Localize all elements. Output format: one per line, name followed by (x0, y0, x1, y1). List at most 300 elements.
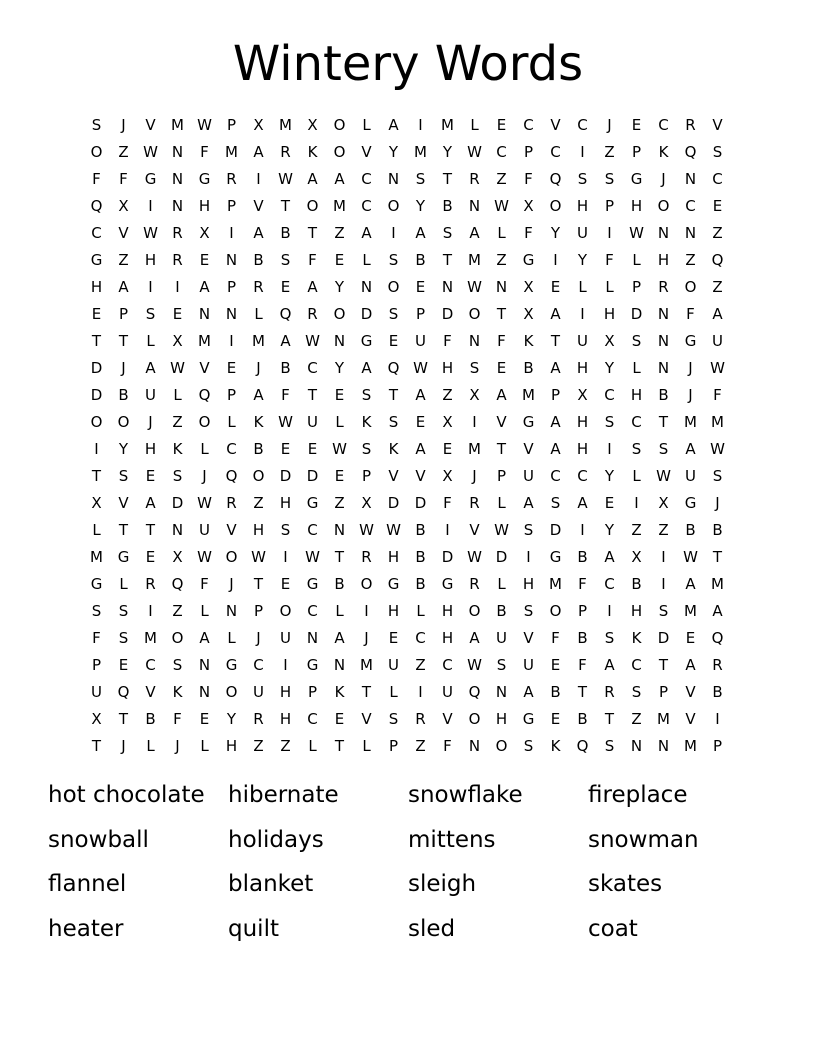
grid-letter[interactable]: S (604, 629, 615, 647)
grid-letter[interactable]: B (280, 359, 291, 377)
grid-letter[interactable]: X (172, 332, 183, 350)
grid-letter[interactable]: J (364, 629, 369, 647)
grid-letter[interactable]: P (361, 467, 372, 485)
grid-letter[interactable]: C (577, 116, 588, 134)
grid-letter[interactable]: U (280, 629, 291, 647)
grid-letter[interactable]: J (256, 629, 261, 647)
grid-letter[interactable]: L (497, 575, 506, 593)
grid-letter[interactable]: N (468, 332, 481, 350)
grid-letter[interactable]: C (685, 197, 696, 215)
grid-letter[interactable]: G (306, 656, 319, 674)
grid-letter[interactable]: O (171, 629, 184, 647)
grid-letter[interactable]: O (225, 548, 238, 566)
grid-letter[interactable]: R (172, 251, 183, 269)
grid-letter[interactable]: B (415, 548, 426, 566)
grid-letter[interactable]: T (118, 521, 129, 539)
grid-letter[interactable]: A (604, 548, 615, 566)
grid-letter[interactable]: E (550, 710, 561, 728)
grid-letter[interactable]: L (308, 737, 317, 755)
grid-letter[interactable]: P (91, 656, 102, 674)
grid-letter[interactable]: T (658, 656, 669, 674)
grid-letter[interactable]: M (522, 386, 535, 404)
grid-letter[interactable]: C (361, 197, 372, 215)
grid-letter[interactable]: K (172, 440, 183, 458)
grid-letter[interactable]: C (145, 656, 156, 674)
grid-letter[interactable]: W (467, 278, 482, 296)
grid-letter[interactable]: E (280, 440, 291, 458)
grid-letter[interactable]: Z (172, 413, 183, 431)
grid-letter[interactable]: C (631, 413, 642, 431)
grid-letter[interactable]: E (199, 251, 210, 269)
grid-letter[interactable]: Q (576, 737, 589, 755)
grid-letter[interactable]: P (577, 602, 588, 620)
grid-letter[interactable]: P (496, 467, 507, 485)
grid-letter[interactable]: N (387, 170, 400, 188)
grid-letter[interactable]: L (497, 494, 506, 512)
grid-letter[interactable]: T (712, 548, 723, 566)
grid-letter[interactable]: Q (90, 197, 103, 215)
grid-letter[interactable]: A (361, 359, 372, 377)
grid-letter[interactable]: M (360, 656, 373, 674)
grid-letter[interactable]: W (197, 494, 212, 512)
grid-letter[interactable]: D (279, 467, 292, 485)
grid-letter[interactable]: V (118, 224, 129, 242)
grid-letter[interactable]: S (604, 737, 615, 755)
grid-letter[interactable]: L (119, 575, 128, 593)
grid-letter[interactable]: S (172, 656, 183, 674)
grid-letter[interactable]: C (712, 170, 723, 188)
grid-letter[interactable]: K (172, 683, 183, 701)
grid-letter[interactable]: A (415, 386, 426, 404)
grid-letter[interactable]: V (415, 467, 426, 485)
grid-letter[interactable]: A (685, 575, 696, 593)
grid-letter[interactable]: L (416, 602, 425, 620)
grid-letter[interactable]: F (524, 170, 533, 188)
grid-letter[interactable]: P (658, 683, 669, 701)
grid-letter[interactable]: S (361, 440, 372, 458)
grid-letter[interactable]: H (657, 251, 670, 269)
grid-letter[interactable]: G (225, 656, 238, 674)
grid-letter[interactable]: R (415, 710, 426, 728)
grid-letter[interactable]: A (145, 494, 156, 512)
grid-letter[interactable]: S (604, 413, 615, 431)
grid-letter[interactable]: X (307, 116, 318, 134)
grid-letter[interactable]: A (415, 224, 426, 242)
grid-letter[interactable]: H (252, 521, 265, 539)
grid-letter[interactable]: K (523, 332, 534, 350)
grid-letter[interactable]: T (145, 521, 156, 539)
grid-letter[interactable]: L (335, 602, 344, 620)
grid-letter[interactable]: E (334, 710, 345, 728)
grid-letter[interactable]: N (171, 143, 184, 161)
grid-letter[interactable]: R (685, 116, 696, 134)
grid-letter[interactable]: L (200, 440, 209, 458)
grid-letter[interactable]: P (253, 602, 264, 620)
grid-letter[interactable]: F (524, 224, 533, 242)
grid-letter[interactable]: A (550, 440, 561, 458)
grid-letter[interactable]: C (658, 116, 669, 134)
grid-letter[interactable]: T (334, 737, 345, 755)
grid-letter[interactable]: A (523, 683, 534, 701)
grid-letter[interactable]: Z (415, 656, 426, 674)
grid-letter[interactable]: S (604, 170, 615, 188)
grid-letter[interactable]: I (229, 332, 234, 350)
grid-letter[interactable]: P (712, 737, 723, 755)
grid-letter[interactable]: Z (631, 521, 642, 539)
grid-letter[interactable]: R (361, 548, 372, 566)
grid-letter[interactable]: A (334, 629, 345, 647)
grid-letter[interactable]: N (333, 332, 346, 350)
grid-letter[interactable]: H (279, 710, 292, 728)
grid-letter[interactable]: S (118, 602, 129, 620)
grid-letter[interactable]: U (442, 683, 453, 701)
grid-letter[interactable]: M (711, 575, 724, 593)
grid-letter[interactable]: S (280, 521, 291, 539)
grid-letter[interactable]: H (576, 440, 589, 458)
grid-letter[interactable]: I (661, 575, 666, 593)
grid-letter[interactable]: I (418, 683, 423, 701)
grid-letter[interactable]: X (118, 197, 129, 215)
grid-letter[interactable]: L (200, 602, 209, 620)
grid-letter[interactable]: W (467, 656, 482, 674)
grid-letter[interactable]: F (200, 575, 209, 593)
grid-letter[interactable]: Q (711, 251, 724, 269)
grid-letter[interactable]: Z (334, 224, 345, 242)
grid-letter[interactable]: E (334, 386, 345, 404)
grid-letter[interactable]: E (685, 629, 696, 647)
grid-letter[interactable]: G (306, 575, 319, 593)
grid-letter[interactable]: P (631, 143, 642, 161)
grid-letter[interactable]: C (577, 467, 588, 485)
grid-letter[interactable]: T (280, 197, 291, 215)
grid-letter[interactable]: N (198, 683, 211, 701)
grid-letter[interactable]: H (90, 278, 103, 296)
grid-letter[interactable]: T (550, 332, 561, 350)
grid-letter[interactable]: Y (415, 197, 426, 215)
grid-letter[interactable]: Z (496, 251, 507, 269)
grid-letter[interactable]: E (604, 494, 615, 512)
grid-letter[interactable]: X (523, 197, 534, 215)
grid-letter[interactable]: M (333, 197, 346, 215)
grid-letter[interactable]: W (278, 413, 293, 431)
grid-letter[interactable]: P (226, 278, 237, 296)
grid-letter[interactable]: L (632, 359, 641, 377)
grid-letter[interactable]: D (171, 494, 184, 512)
grid-letter[interactable]: I (526, 548, 531, 566)
grid-letter[interactable]: I (634, 494, 639, 512)
grid-letter[interactable]: A (550, 413, 561, 431)
grid-letter[interactable]: B (280, 224, 291, 242)
grid-letter[interactable]: S (442, 224, 453, 242)
grid-letter[interactable]: X (577, 386, 588, 404)
grid-letter[interactable]: S (712, 143, 723, 161)
grid-letter[interactable]: Z (712, 224, 723, 242)
grid-letter[interactable]: S (496, 656, 507, 674)
grid-letter[interactable]: I (715, 710, 720, 728)
grid-letter[interactable]: J (121, 116, 126, 134)
grid-letter[interactable]: E (199, 710, 210, 728)
grid-letter[interactable]: U (523, 656, 534, 674)
grid-letter[interactable]: T (307, 386, 318, 404)
grid-letter[interactable]: T (91, 332, 102, 350)
grid-letter[interactable]: L (362, 251, 371, 269)
grid-letter[interactable]: E (91, 305, 102, 323)
grid-letter[interactable]: V (145, 683, 156, 701)
grid-letter[interactable]: J (472, 467, 477, 485)
grid-letter[interactable]: E (550, 656, 561, 674)
grid-letter[interactable]: Z (118, 251, 129, 269)
grid-letter[interactable]: I (148, 602, 153, 620)
grid-letter[interactable]: D (90, 386, 103, 404)
grid-letter[interactable]: Q (549, 170, 562, 188)
grid-letter[interactable]: O (225, 683, 238, 701)
grid-letter[interactable]: Q (279, 305, 292, 323)
grid-letter[interactable]: A (685, 440, 696, 458)
grid-letter[interactable]: U (307, 413, 318, 431)
grid-letter[interactable]: F (686, 305, 695, 323)
grid-letter[interactable]: V (361, 143, 372, 161)
grid-letter[interactable]: N (198, 305, 211, 323)
grid-letter[interactable]: N (468, 197, 481, 215)
grid-letter[interactable]: J (256, 359, 261, 377)
grid-letter[interactable]: I (580, 305, 585, 323)
grid-letter[interactable]: V (712, 116, 723, 134)
grid-letter[interactable]: S (631, 440, 642, 458)
grid-letter[interactable]: H (441, 602, 454, 620)
grid-letter[interactable]: V (685, 683, 696, 701)
grid-letter[interactable]: E (388, 332, 399, 350)
grid-letter[interactable]: G (117, 548, 130, 566)
grid-letter[interactable]: M (225, 143, 238, 161)
grid-letter[interactable]: N (171, 197, 184, 215)
grid-letter[interactable]: H (198, 197, 211, 215)
grid-letter[interactable]: U (577, 224, 588, 242)
grid-letter[interactable]: A (415, 440, 426, 458)
grid-letter[interactable]: T (658, 413, 669, 431)
grid-letter[interactable]: A (145, 359, 156, 377)
grid-letter[interactable]: W (197, 116, 212, 134)
grid-letter[interactable]: X (361, 494, 372, 512)
grid-letter[interactable]: O (549, 602, 562, 620)
grid-letter[interactable]: K (361, 413, 372, 431)
grid-letter[interactable]: B (145, 710, 156, 728)
grid-letter[interactable]: Q (198, 386, 211, 404)
grid-letter[interactable]: H (630, 386, 643, 404)
grid-letter[interactable]: E (631, 116, 642, 134)
grid-letter[interactable]: O (468, 710, 481, 728)
grid-letter[interactable]: H (441, 629, 454, 647)
grid-letter[interactable]: W (143, 224, 158, 242)
grid-letter[interactable]: K (334, 683, 345, 701)
grid-letter[interactable]: N (333, 656, 346, 674)
grid-letter[interactable]: B (253, 440, 264, 458)
grid-letter[interactable]: B (712, 683, 723, 701)
grid-letter[interactable]: I (283, 548, 288, 566)
grid-letter[interactable]: R (307, 305, 318, 323)
grid-letter[interactable]: P (550, 386, 561, 404)
grid-letter[interactable]: W (467, 143, 482, 161)
grid-letter[interactable]: T (442, 170, 453, 188)
grid-letter[interactable]: S (145, 305, 156, 323)
grid-letter[interactable]: O (198, 413, 211, 431)
grid-letter[interactable]: N (171, 521, 184, 539)
grid-letter[interactable]: U (712, 332, 723, 350)
grid-letter[interactable]: X (658, 494, 669, 512)
grid-letter[interactable]: B (415, 251, 426, 269)
grid-letter[interactable]: D (630, 305, 643, 323)
grid-letter[interactable]: F (443, 494, 452, 512)
grid-letter[interactable]: U (91, 683, 102, 701)
grid-letter[interactable]: T (496, 440, 507, 458)
grid-letter[interactable]: R (658, 278, 669, 296)
grid-letter[interactable]: J (148, 413, 153, 431)
grid-letter[interactable]: I (472, 413, 477, 431)
grid-letter[interactable]: N (657, 224, 670, 242)
grid-letter[interactable]: E (550, 278, 561, 296)
grid-letter[interactable]: M (414, 143, 427, 161)
grid-letter[interactable]: I (580, 143, 585, 161)
grid-letter[interactable]: O (360, 575, 373, 593)
grid-letter[interactable]: W (710, 440, 725, 458)
grid-letter[interactable]: B (577, 629, 588, 647)
grid-letter[interactable]: S (361, 386, 372, 404)
grid-letter[interactable]: A (604, 656, 615, 674)
grid-letter[interactable]: D (306, 467, 319, 485)
grid-letter[interactable]: C (442, 656, 453, 674)
grid-letter[interactable]: V (469, 521, 480, 539)
grid-letter[interactable]: J (688, 386, 693, 404)
grid-letter[interactable]: X (523, 278, 534, 296)
grid-letter[interactable]: W (251, 548, 266, 566)
grid-letter[interactable]: D (441, 305, 454, 323)
grid-letter[interactable]: K (631, 629, 642, 647)
grid-letter[interactable]: Q (684, 143, 697, 161)
grid-letter[interactable]: D (657, 629, 670, 647)
grid-letter[interactable]: L (92, 521, 101, 539)
grid-letter[interactable]: N (441, 278, 454, 296)
grid-letter[interactable]: R (469, 575, 480, 593)
grid-letter[interactable]: D (549, 521, 562, 539)
grid-letter[interactable]: W (170, 359, 185, 377)
grid-letter[interactable]: V (496, 413, 507, 431)
grid-letter[interactable]: V (523, 629, 534, 647)
grid-letter[interactable]: F (497, 332, 506, 350)
grid-letter[interactable]: X (172, 548, 183, 566)
grid-letter[interactable]: X (199, 224, 210, 242)
grid-letter[interactable]: G (306, 494, 319, 512)
grid-letter[interactable]: F (281, 386, 290, 404)
grid-letter[interactable]: O (252, 467, 265, 485)
grid-letter[interactable]: U (145, 386, 156, 404)
grid-letter[interactable]: J (607, 116, 612, 134)
grid-letter[interactable]: N (495, 683, 508, 701)
grid-letter[interactable]: O (549, 197, 562, 215)
grid-letter[interactable]: C (550, 143, 561, 161)
grid-letter[interactable]: E (496, 116, 507, 134)
grid-letter[interactable]: A (280, 332, 291, 350)
grid-letter[interactable]: R (253, 710, 264, 728)
grid-letter[interactable]: A (712, 602, 723, 620)
grid-letter[interactable]: H (225, 737, 238, 755)
grid-letter[interactable]: A (712, 305, 723, 323)
grid-letter[interactable]: Y (388, 143, 399, 161)
grid-letter[interactable]: J (229, 575, 234, 593)
grid-letter[interactable]: O (495, 737, 508, 755)
grid-letter[interactable]: X (523, 305, 534, 323)
grid-letter[interactable]: B (658, 386, 669, 404)
grid-letter[interactable]: M (279, 116, 292, 134)
grid-letter[interactable]: Y (604, 521, 615, 539)
grid-letter[interactable]: Z (685, 251, 696, 269)
grid-letter[interactable]: C (604, 386, 615, 404)
grid-letter[interactable]: T (577, 683, 588, 701)
grid-letter[interactable]: I (553, 251, 558, 269)
grid-letter[interactable]: F (200, 143, 209, 161)
grid-letter[interactable]: L (605, 278, 614, 296)
grid-letter[interactable]: A (253, 224, 264, 242)
grid-letter[interactable]: D (495, 548, 508, 566)
grid-letter[interactable]: Z (280, 737, 291, 755)
grid-letter[interactable]: S (658, 602, 669, 620)
grid-letter[interactable]: Z (604, 143, 615, 161)
grid-letter[interactable]: D (414, 494, 427, 512)
grid-letter[interactable]: K (658, 143, 669, 161)
grid-letter[interactable]: N (468, 737, 481, 755)
grid-letter[interactable]: J (715, 494, 720, 512)
grid-letter[interactable]: F (173, 710, 182, 728)
grid-letter[interactable]: M (198, 332, 211, 350)
grid-letter[interactable]: B (712, 521, 723, 539)
grid-letter[interactable]: F (92, 629, 101, 647)
grid-letter[interactable]: V (199, 359, 210, 377)
grid-letter[interactable]: I (256, 170, 261, 188)
grid-letter[interactable]: B (496, 602, 507, 620)
grid-letter[interactable]: X (253, 116, 264, 134)
grid-letter[interactable]: H (279, 494, 292, 512)
grid-letter[interactable]: S (415, 170, 426, 188)
grid-letter[interactable]: C (91, 224, 102, 242)
grid-letter[interactable]: X (469, 386, 480, 404)
grid-letter[interactable]: C (307, 602, 318, 620)
grid-letter[interactable]: C (550, 467, 561, 485)
grid-letter[interactable]: G (522, 251, 535, 269)
grid-letter[interactable]: T (91, 737, 102, 755)
grid-letter[interactable]: N (495, 278, 508, 296)
grid-letter[interactable]: S (523, 737, 534, 755)
grid-letter[interactable]: H (387, 548, 400, 566)
grid-letter[interactable]: Q (225, 467, 238, 485)
grid-letter[interactable]: P (226, 386, 237, 404)
grid-letter[interactable]: A (577, 494, 588, 512)
grid-letter[interactable]: F (578, 575, 587, 593)
grid-letter[interactable]: D (90, 359, 103, 377)
grid-letter[interactable]: E (442, 440, 453, 458)
grid-letter[interactable]: N (684, 224, 697, 242)
grid-letter[interactable]: F (578, 656, 587, 674)
grid-letter[interactable]: I (94, 440, 99, 458)
grid-letter[interactable]: V (523, 440, 534, 458)
grid-letter[interactable]: X (442, 467, 453, 485)
grid-letter[interactable]: S (523, 602, 534, 620)
grid-letter[interactable]: V (145, 116, 156, 134)
grid-letter[interactable]: G (684, 494, 697, 512)
grid-letter[interactable]: C (415, 629, 426, 647)
grid-letter[interactable]: S (631, 332, 642, 350)
grid-letter[interactable]: N (657, 305, 670, 323)
grid-letter[interactable]: N (306, 629, 319, 647)
grid-letter[interactable]: R (469, 170, 480, 188)
grid-letter[interactable]: L (335, 413, 344, 431)
